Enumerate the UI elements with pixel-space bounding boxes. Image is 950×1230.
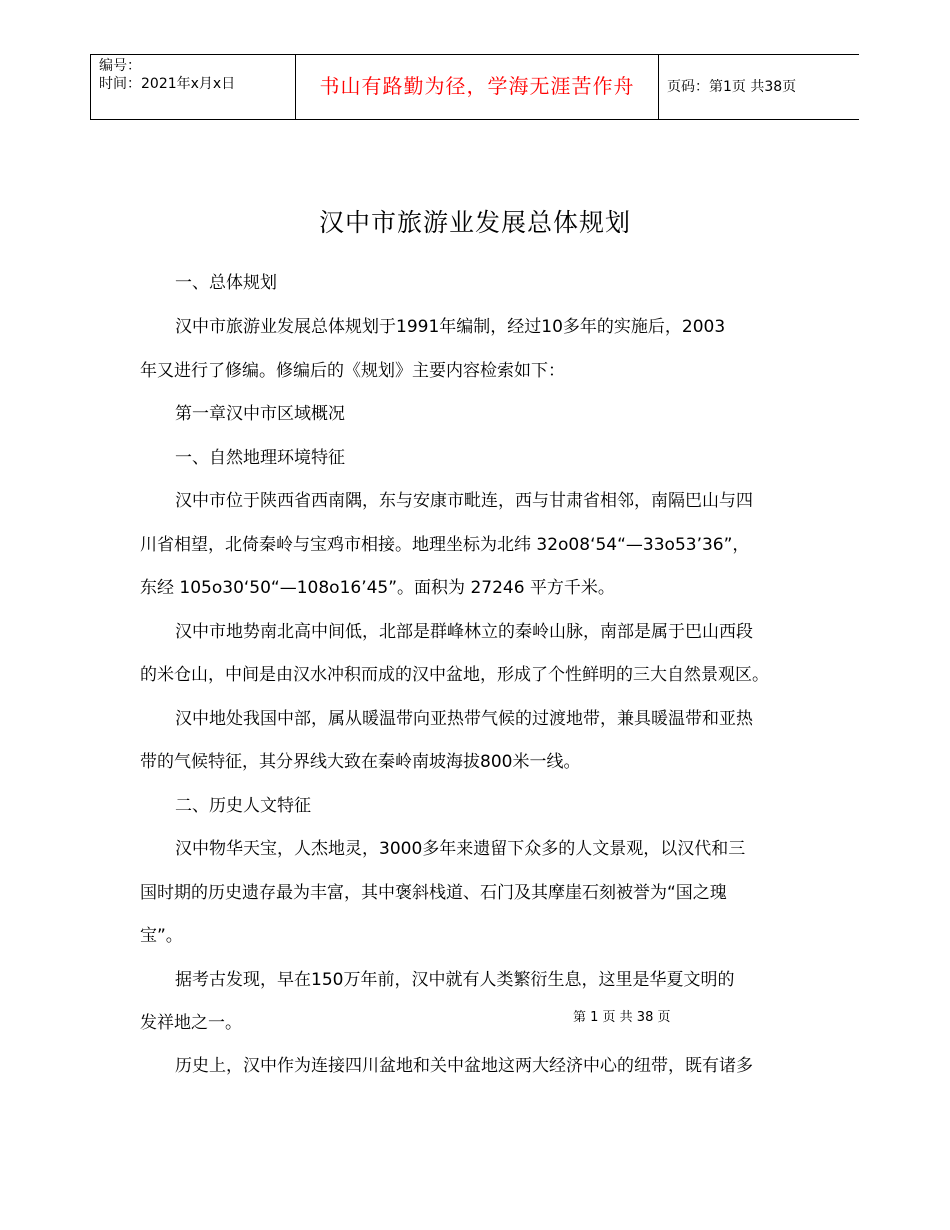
paragraph-line: 汉中市旅游业发展总体规划于1991年编制，经过10多年的实施后，2003	[175, 317, 726, 337]
paragraph-line: 据考古发现，早在150万年前，汉中就有人类繁衍生息，这里是华夏文明的	[175, 970, 735, 990]
header-page-cell	[659, 55, 860, 120]
paragraph-line: 汉中地处我国中部，属从暖温带向亚热带气候的过渡地带，兼具暖温带和亚热	[175, 709, 753, 729]
header-meta-cell	[91, 55, 296, 120]
header-motto-cell	[296, 55, 659, 120]
footer-page-number: 第 1 页 共 38 页	[573, 1010, 671, 1025]
paragraph-line: 汉中市地势南北高中间低，北部是群峰林立的秦岭山脉，南部是属于巴山西段	[175, 622, 753, 642]
paragraph-line: 的米仓山，中间是由汉水冲积而成的汉中盆地，形成了个性鲜明的三大自然景观区。	[140, 665, 769, 685]
paragraph-line: 东经 105o30‘50“—108o16’45”。面积为 27246 平方千米。	[140, 578, 615, 598]
chapter-heading: 第一章汉中市区域概况	[175, 404, 345, 424]
paragraph-line: 年又进行了修编。修编后的《规划》主要内容检索如下：	[140, 361, 565, 381]
paragraph-line: 汉中物华天宝，人杰地灵，3000多年来遗留下众多的人文景观，以汉代和三	[175, 839, 746, 859]
paragraph-line: 宝”。	[140, 926, 183, 946]
document-title: 汉中市旅游业发展总体规划	[318, 208, 631, 237]
paragraph-line: 带的气候特征，其分界线大致在秦岭南坡海拔800米一线。	[140, 752, 581, 772]
paragraph-line: 历史上，汉中作为连接四川盆地和关中盆地这两大经济中心的纽带，既有诸多	[175, 1056, 753, 1076]
date-label: 时间：2021年x月x日	[99, 76, 236, 92]
motto-text: 书山有路勤为径，学海无涯苦作舟	[319, 73, 635, 98]
section-heading: 一、总体规划	[175, 273, 277, 293]
paragraph-line: 发祥地之一。	[140, 1013, 242, 1033]
section-heading: 二、历史人文特征	[175, 796, 311, 816]
document-header	[90, 54, 859, 120]
section-heading: 一、自然地理环境特征	[175, 448, 345, 468]
page-info: 页码：第1页 共38页	[667, 79, 797, 95]
paragraph-line: 汉中市位于陕西省西南隅，东与安康市毗连，西与甘肃省相邻，南隔巴山与四	[175, 491, 753, 511]
paragraph-line: 国时期的历史遗存最为丰富，其中褒斜栈道、石门及其摩崖石刻被誉为“国之瑰	[140, 883, 727, 903]
serial-label: 编号：	[99, 58, 141, 74]
paragraph-line: 川省相望，北倚秦岭与宝鸡市相接。地理坐标为北纬 32o08‘54“—33o53’36”，	[140, 535, 750, 555]
